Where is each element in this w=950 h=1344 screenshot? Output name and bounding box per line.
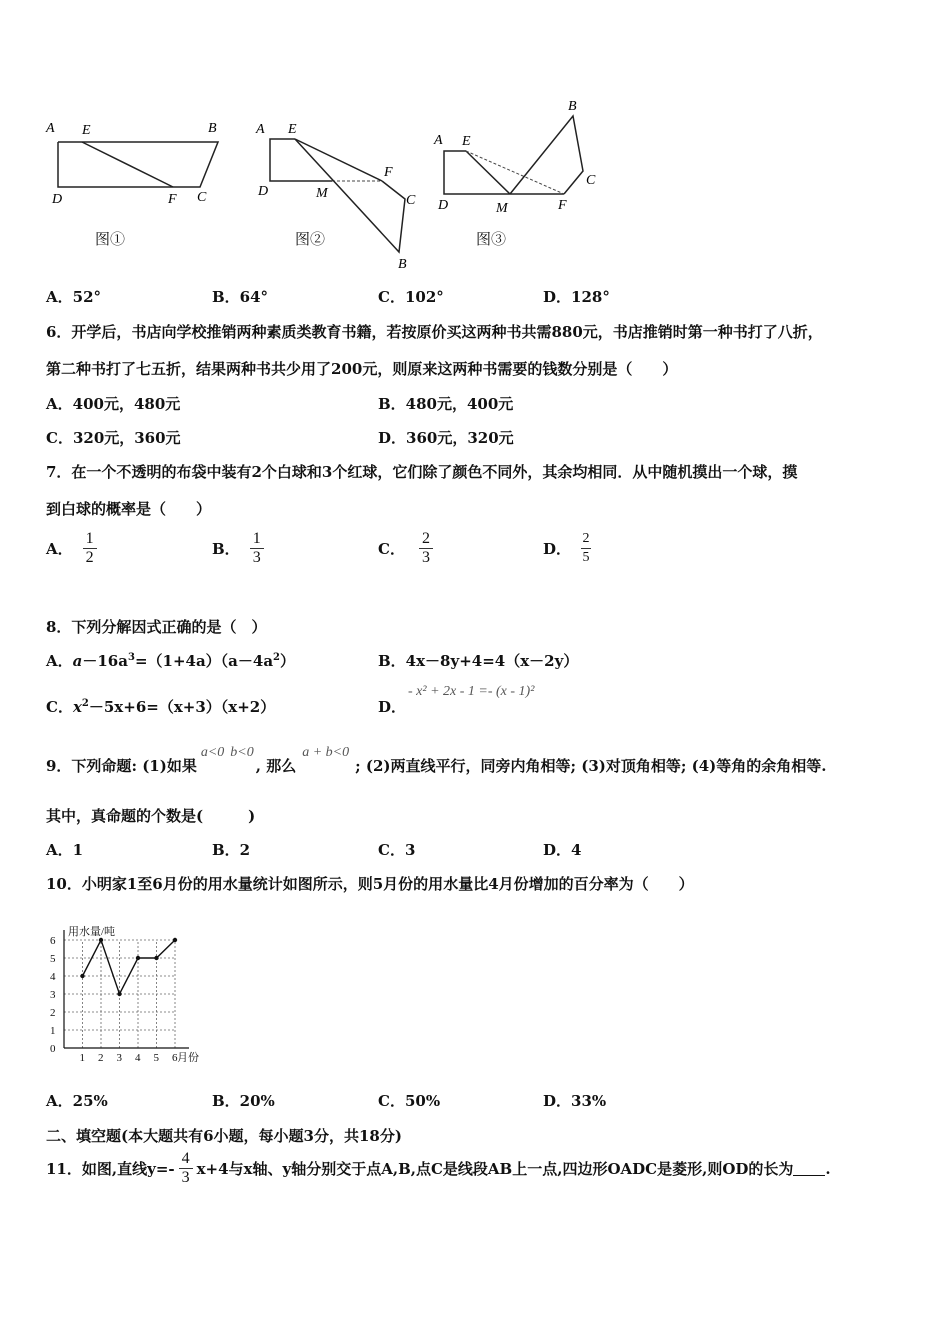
x-tick-label: 2 [98, 1052, 104, 1062]
q6-stem-line1: 6．开学后，书店向学校推销两种素质类教育书籍，若按原价买这两种书共需880元，书店推销时第一种书打了八折， [46, 323, 823, 341]
label-E: E [462, 134, 471, 149]
figure-3-caption: 图③ [476, 230, 507, 248]
q9-math-sum: a + b<0 [302, 745, 350, 760]
fraction-numerator: 4 [181, 1150, 190, 1167]
figure-2-drawing [250, 115, 430, 275]
q8-option-c-letter: C． [46, 698, 73, 716]
label-B: B [398, 257, 407, 272]
fraction-denominator: 5 [582, 550, 590, 565]
fraction-denominator: 3 [421, 549, 430, 566]
folded-part [510, 116, 583, 194]
fraction-numerator: 2 [582, 531, 590, 546]
x-axis-label: 月份 [177, 1052, 199, 1062]
q8-option-a-term2: －16a [82, 652, 128, 670]
q9-math-b: b<0 [230, 745, 254, 760]
label-B: B [208, 121, 217, 136]
water-usage-chart [40, 912, 215, 1062]
segment-em [466, 151, 510, 194]
q11-fraction [179, 1150, 193, 1187]
label-D: D [258, 184, 269, 199]
q8-option-d[interactable] [378, 696, 406, 717]
q9-math-a: a<0 [200, 745, 225, 760]
q9-option-b[interactable]: B．2 [212, 841, 251, 859]
q10-option-c[interactable]: C．50% [378, 1092, 441, 1110]
q9-part2: , 那么 [255, 757, 297, 775]
q9-stem-line2: 其中，真命题的个数是( ) [46, 807, 256, 825]
q11-part1: 11．如图,直线y=- [46, 1160, 175, 1178]
q9-option-c[interactable]: C．3 [378, 841, 416, 859]
q8-option-a-term3: =（1+4a）（a－4a [134, 652, 274, 670]
q8-option-c-term1: x [72, 698, 82, 716]
data-point [154, 956, 158, 960]
q9-option-a[interactable]: A．1 [46, 841, 84, 859]
q6-option-a[interactable]: A．400元，480元 [46, 395, 181, 413]
q6-option-c[interactable]: C．320元，360元 [46, 429, 181, 447]
q7-stem-line1: 7．在一个不透明的布袋中装有2个白球和3个红球，它们除了颜色不同外，其余均相同．从中随机摸出一个球，摸 [46, 463, 798, 481]
y-axis-label: 用水量/吨 [68, 926, 116, 938]
q7-stem-line2: 到白球的概率是（ ） [46, 500, 212, 518]
q8-option-a[interactable] [46, 650, 295, 671]
y-tick-label: 3 [50, 989, 56, 1001]
x-tick-label: 6 [172, 1052, 178, 1062]
q10-stem: 10．小明家1至6月份的用水量统计如图所示，则5月份的用水量比4月份增加的百分率为（ ） [46, 875, 694, 893]
label-E: E [82, 123, 91, 138]
q7-option-a-letter: A． [46, 540, 73, 558]
label-A: A [434, 133, 443, 148]
answer-blank[interactable] [793, 1175, 825, 1176]
q8-stem: 8．下列分解因式正确的是（ ） [46, 618, 267, 636]
figure-1-caption: 图① [95, 230, 126, 248]
fraction-numerator: 1 [252, 530, 261, 547]
label-D: D [52, 192, 63, 207]
q8-option-d-expression: - x² + 2x - 1 =- (x - 1)² [408, 684, 535, 699]
label-F: F [168, 192, 177, 207]
x-tick-label: 1 [79, 1052, 85, 1062]
q10-option-d[interactable]: D．33% [543, 1092, 607, 1110]
y-tick-label: 6 [50, 935, 56, 947]
q9-part1: 9．下列命题: (1)如果 [46, 757, 197, 775]
data-point [117, 992, 121, 996]
q7-option-b[interactable] [212, 530, 264, 567]
x-tick-label: 5 [153, 1052, 159, 1062]
fraction-denominator: 2 [85, 549, 94, 566]
q11-part2: x+4与x轴、y轴分别交于点A,B,点C是线段AB上一点,四边形OADC是菱形,则OD的长为 [196, 1160, 794, 1178]
fraction-numerator: 2 [421, 530, 430, 547]
label-M: M [496, 201, 508, 216]
q7-option-a[interactable] [46, 530, 97, 567]
figure-1 [40, 115, 240, 255]
q8-option-a-term1: a [72, 652, 83, 670]
label-M: M [316, 186, 328, 201]
q8-option-b[interactable]: B．4x－8y+4=4（x－2y） [378, 652, 579, 670]
data-point [136, 956, 140, 960]
q6-option-b[interactable]: B．480元，400元 [378, 395, 514, 413]
q8-option-a-term4: ） [280, 652, 296, 670]
q7-option-d-fraction [581, 530, 591, 567]
figure-2-caption: 图② [295, 230, 326, 248]
label-A: A [256, 122, 265, 137]
label-C: C [406, 193, 416, 208]
figure-2 [250, 115, 430, 275]
q9-part3: ; (2)两直线平行，同旁内角相等; (3)对顶角相等; (4)等角的余角相等. [355, 757, 827, 775]
segment-ef [295, 139, 382, 181]
figure-3-drawing [430, 95, 610, 225]
q9-option-d[interactable]: D．4 [543, 841, 582, 859]
q5-option-a[interactable]: A．52° [46, 288, 102, 306]
q8-option-d-letter: D． [378, 698, 407, 716]
segment-ef [82, 142, 173, 187]
q8-option-c-exp: 2 [81, 698, 89, 709]
q8-option-a-exp1: 3 [127, 652, 135, 663]
y-tick-label: 5 [50, 953, 56, 965]
q6-option-d[interactable]: D．360元，320元 [378, 429, 514, 447]
data-point [173, 938, 177, 942]
x-tick-label: 3 [116, 1052, 122, 1062]
q8-option-c-term2: －5x+6=（x+3）（x+2） [88, 698, 276, 716]
section-2-title: 二、填空题(本大题共有6小题，每小题3分，共18分) [46, 1127, 402, 1145]
q11-end: . [825, 1159, 831, 1178]
figure-1-drawing [40, 115, 240, 255]
q5-option-b[interactable]: B．64° [212, 288, 269, 306]
label-F: F [558, 198, 567, 213]
q8-option-a-exp2: 2 [273, 652, 281, 663]
q5-option-c[interactable]: C．102° [378, 288, 444, 306]
data-point [80, 974, 84, 978]
q11-stem [46, 1150, 831, 1187]
q8-option-c[interactable] [46, 696, 275, 717]
q8-option-a-letter: A． [46, 652, 73, 670]
q7-option-c-letter: C． [378, 540, 405, 558]
figure-3 [430, 95, 610, 225]
label-F: F [384, 165, 393, 180]
fraction-denominator: 3 [252, 549, 261, 566]
y-tick-label: 0 [50, 1043, 56, 1055]
parallelogram-abcd [58, 142, 218, 187]
q7-option-c[interactable] [378, 530, 433, 567]
q7-option-a-fraction [83, 530, 97, 567]
q7-option-b-fraction [250, 530, 264, 567]
q6-stem-line2: 第二种书打了七五折，结果两种书共少用了200元，则原来这两种书需要的钱数分别是（ ） [46, 360, 678, 378]
q7-option-d-letter: D． [543, 540, 572, 558]
y-tick-label: 2 [50, 1007, 56, 1019]
label-E: E [288, 122, 297, 137]
y-tick-label: 1 [50, 1025, 56, 1037]
q9-stem-line1 [46, 740, 827, 775]
x-tick-label: 4 [135, 1052, 141, 1062]
label-A: A [46, 121, 55, 136]
q10-option-b[interactable]: B．20% [212, 1092, 275, 1110]
label-C: C [586, 173, 596, 188]
q7-option-d[interactable] [543, 530, 591, 567]
label-C: C [197, 190, 207, 205]
water-usage-chart-svg [40, 912, 215, 1062]
series-line [83, 940, 176, 994]
y-tick-label: 4 [50, 971, 56, 983]
q7-option-c-fraction [419, 530, 433, 567]
fraction-numerator: 1 [85, 530, 94, 547]
label-D: D [438, 198, 449, 213]
q5-option-d[interactable]: D．128° [543, 288, 610, 306]
q7-option-b-letter: B． [212, 540, 240, 558]
q10-option-a[interactable]: A．25% [46, 1092, 108, 1110]
data-point [99, 938, 103, 942]
fraction-denominator: 3 [181, 1169, 190, 1186]
label-B: B [568, 99, 577, 114]
